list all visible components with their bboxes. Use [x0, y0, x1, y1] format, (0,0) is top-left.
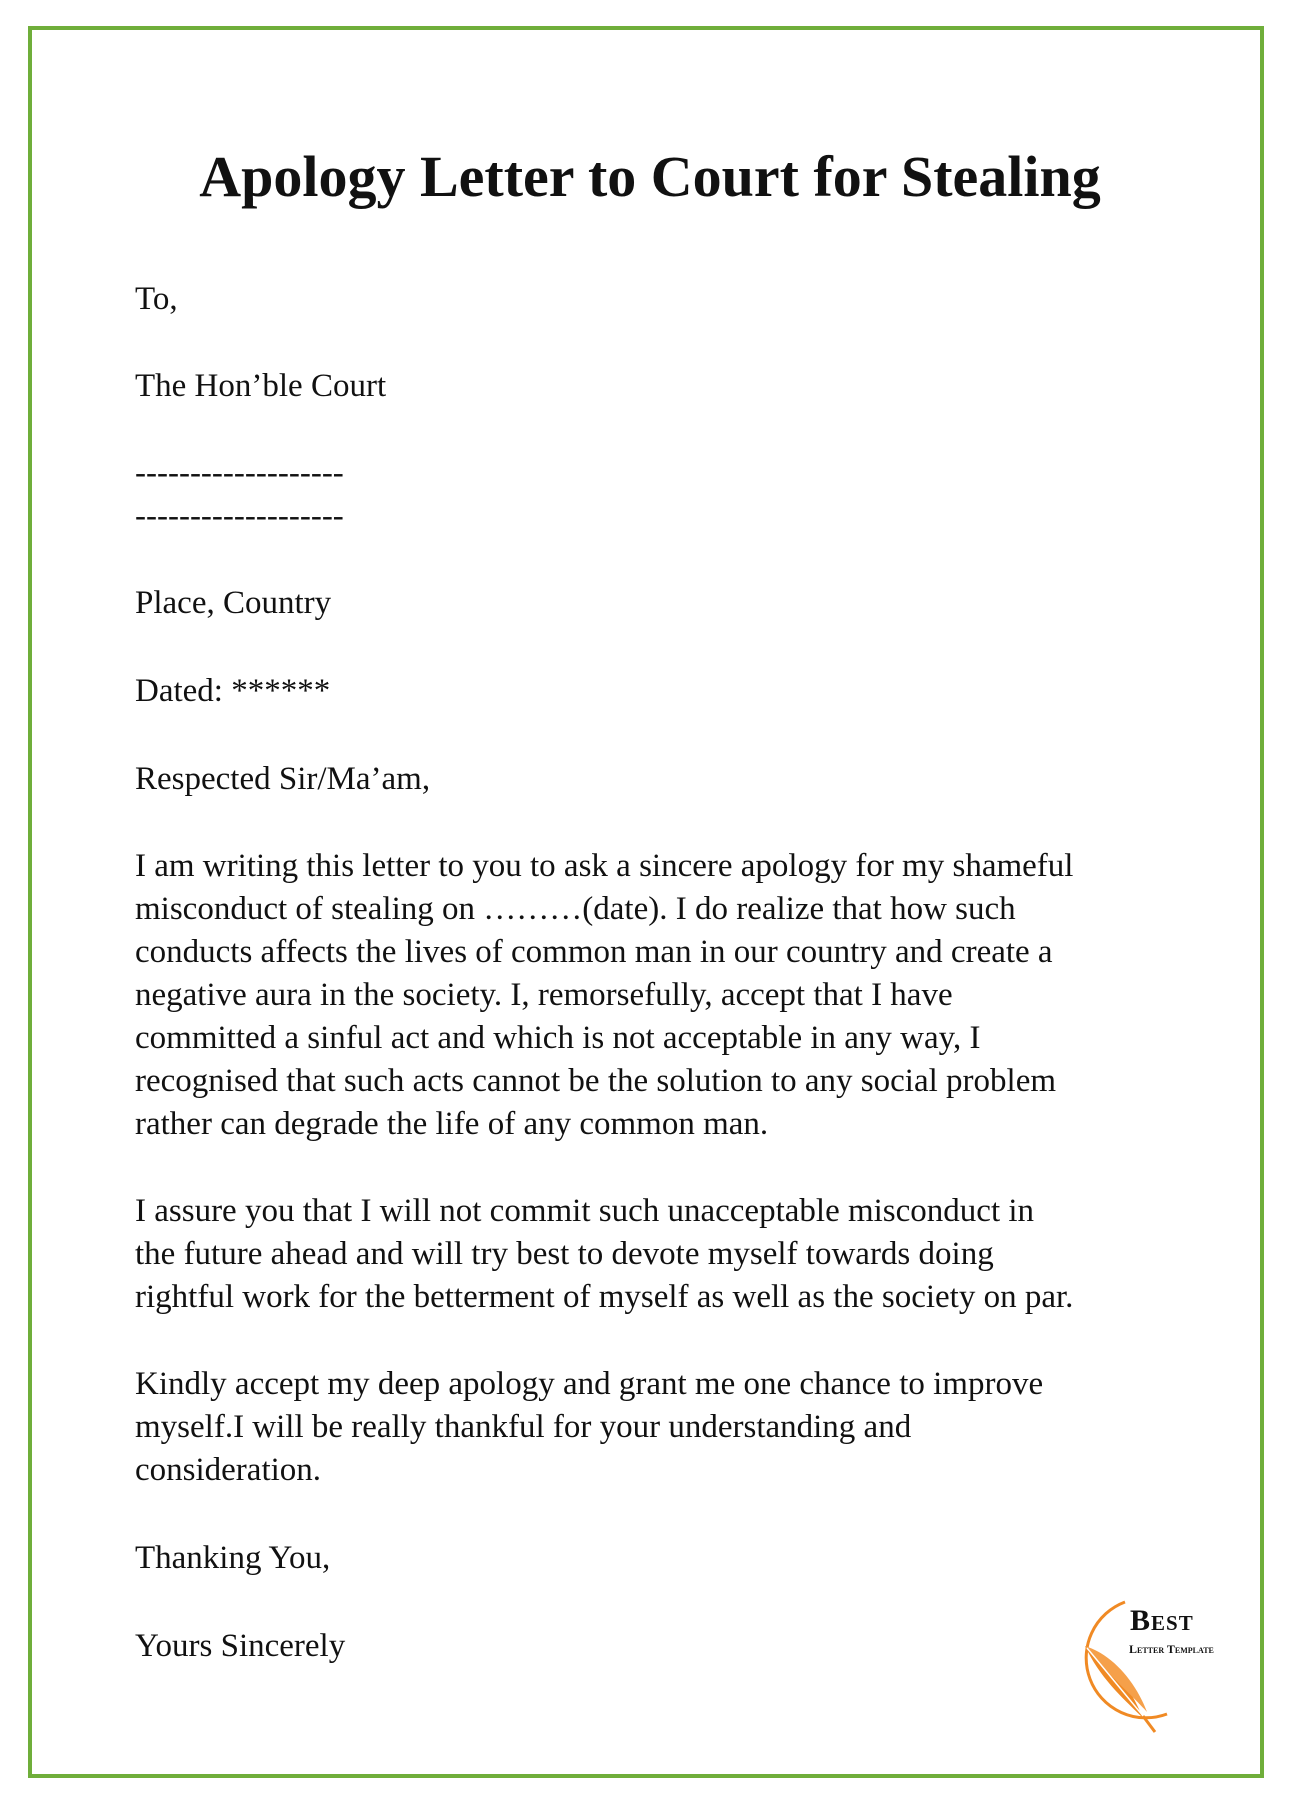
logo-brand: Best	[1130, 1604, 1194, 1637]
best-letter-template-logo	[1055, 1588, 1235, 1738]
salutation: Respected Sir/Ma’am,	[135, 761, 431, 797]
letter-body	[135, 278, 1195, 1668]
address-place: Place, Country	[135, 585, 332, 621]
closing: Thanking You,	[135, 1540, 331, 1576]
address-to: To,	[135, 281, 178, 317]
address-blank-line-2: -------------------	[135, 498, 344, 534]
address-recipient: The Hon’ble Court	[135, 368, 387, 404]
logo-tagline: Letter Template	[1129, 1642, 1214, 1656]
paragraph-3: Kindly accept my deep apology and grant me one chance to improve myself.I will be really thankful for your understanding and consideration.	[135, 1366, 1044, 1488]
address-blank-line-1: -------------------	[135, 455, 344, 491]
address-dated: Dated: ******	[135, 673, 331, 709]
paragraph-2: I assure you that I will not commit such unacceptable misconduct in the future ahead and will try best to devote myself towards doing rightful work for the betterment of myself as well as the society on par.	[135, 1193, 1074, 1315]
paragraph-1: I am writing this letter to you to ask a sincere apology for my shameful misconduct of stealing on ………(date). I do realize that how such conducts affects the lives of common man in our country and create a negative aura in the society. I, remorsefully, accept that I have committed a sinful act and which is not acceptable in any way, I recognised that such acts cannot be the solution to any social problem rather can degrade the life of any common man.	[135, 848, 1074, 1142]
page-title: Apology Letter to Court for Stealing	[199, 144, 1101, 209]
signoff: Yours Sincerely	[135, 1628, 346, 1664]
